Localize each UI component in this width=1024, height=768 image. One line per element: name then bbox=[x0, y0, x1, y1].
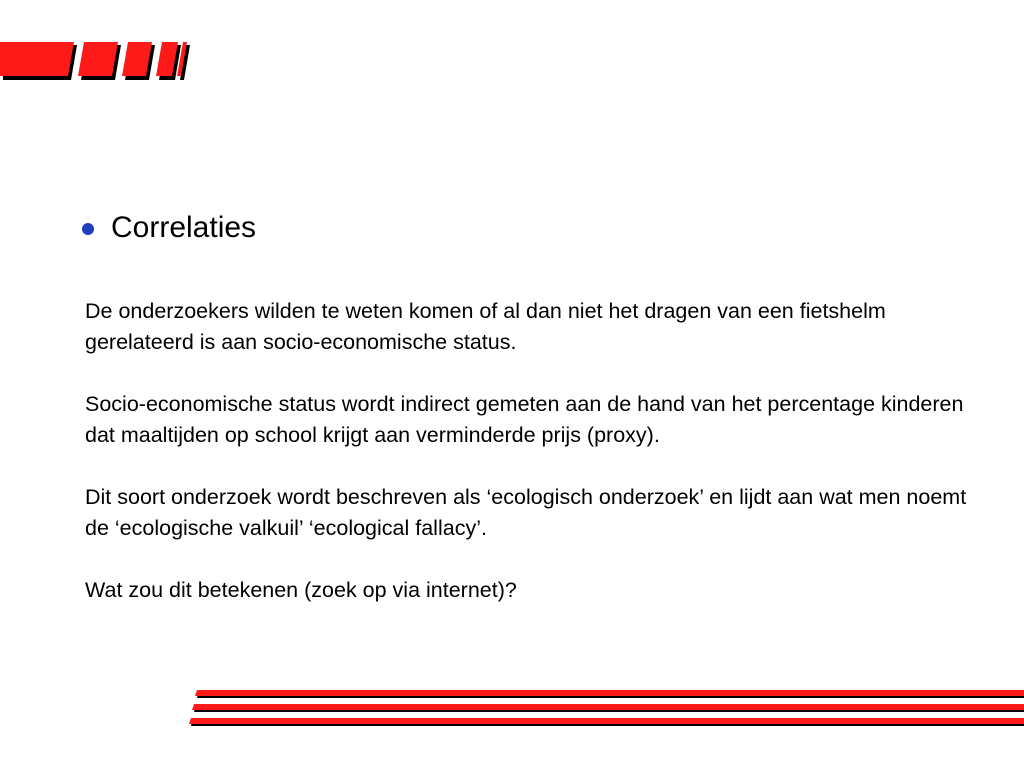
paragraph-question: Wat zou dit betekenen (zoek op via internet)? bbox=[85, 578, 517, 602]
paragraph-research-question: De onderzoekers wilden te weten komen of al dan niet het dragen van een fietshelm gerelateerd is aan socio-economische status. bbox=[85, 299, 886, 354]
red-slanted-bars-logo-icon bbox=[0, 40, 190, 84]
bullet-heading: Correlaties bbox=[111, 211, 257, 244]
paragraph-ecological-fallacy: Dit soort onderzoek wordt beschreven als ‘ecologisch onderzoek’ en lijdt aan wat men noemt de ‘ecologische valkuil’ ‘ecological fallacy’. bbox=[85, 485, 967, 540]
bullet-item bbox=[82, 208, 256, 248]
body-text bbox=[85, 296, 985, 637]
paragraph-proxy-measure: Socio-economische status wordt indirect gemeten aan de hand van het percentage kinderen dat maaltijden op school krijgt aan verminderde prijs (proxy). bbox=[85, 392, 964, 447]
red-horizontal-stripes-icon bbox=[185, 688, 1024, 730]
round-bullet-icon bbox=[82, 223, 94, 235]
